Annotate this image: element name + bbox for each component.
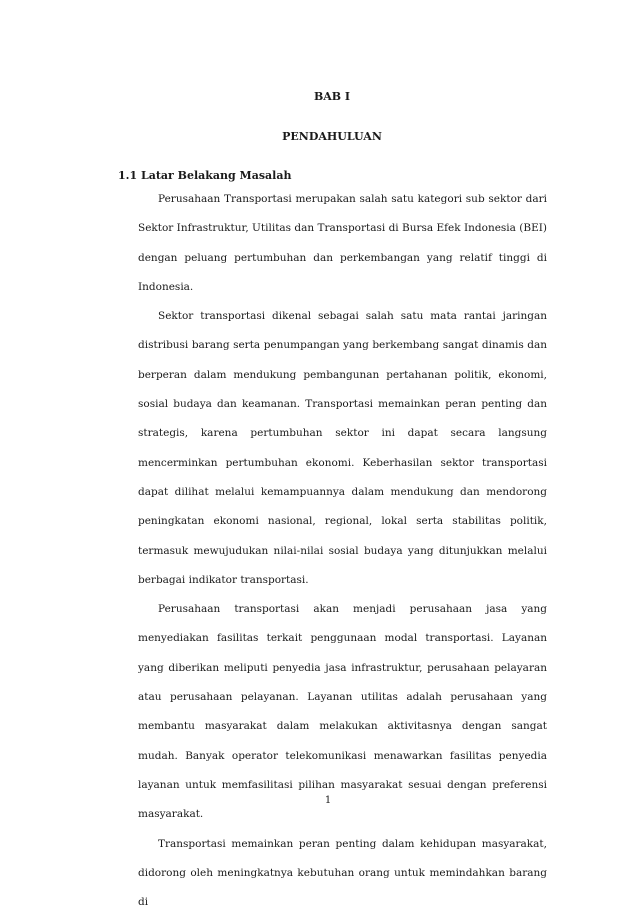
body-text [138, 185, 547, 917]
chapter-title: PENDAHULUAN [282, 130, 382, 143]
paragraph-3: Perusahaan transportasi akan menjadi perusahaan jasa yang menyediakan fasilitas terkait penggunaan modal transportasi. Layanan yang diberikan meliputi penyedia jasa infrastruktur, perusahaan pelayaran atau perusahaan pelayanan. Layanan utilitas adalah perusahaan yang membantu masyarakat dalam melakukan aktivitasnya dengan sangat mudah. Banyak operator telekomunikasi menawarkan fasilitas penyedia layanan untuk memfasilitasi pilihan masyarakat sesuai dengan preferensi masyarakat. [138, 603, 547, 821]
paragraph-1: Perusahaan Transportasi merupakan salah satu kategori sub sektor dari Sektor Infrastruktur, Utilitas dan Transportasi di Bursa Efek Indonesia (BEI) dengan peluang pertumbuhan dan perkembangan yang relatif tinggi di Indonesia. [138, 193, 547, 293]
page-number: 1 [324, 795, 332, 806]
paragraph-2: Sektor transportasi dikenal sebagai salah satu mata rantai jaringan distribusi barang serta penumpangan yang berkembang sangat dinamis dan berperan dalam mendukung pembangunan pertahanan politik, ekonomi, sosial budaya dan keamanan. Transportasi memainkan peran penting dan strategis, karena pertumbuhan sektor ini dapat secara langsung mencerminkan pertumbuhan ekonomi. Keberhasilan sektor transportasi dapat dilihat melalui kemampuannya dalam mendukung dan mendorong peningkatan ekonomi nasional, regional, lokal serta stabilitas politik, termasuk mewujudukan nilai-nilai sosial budaya yang ditunjukkan melalui berbagai indikator transportasi. [138, 310, 547, 586]
paragraph-4: Transportasi memainkan peran penting dalam kehidupan masyarakat, didorong oleh meningkatnya kebutuhan orang untuk memindahkan barang di [138, 837, 547, 909]
section-heading: 1.1 Latar Belakang Masalah [118, 169, 292, 182]
chapter-label: BAB I [313, 90, 351, 103]
